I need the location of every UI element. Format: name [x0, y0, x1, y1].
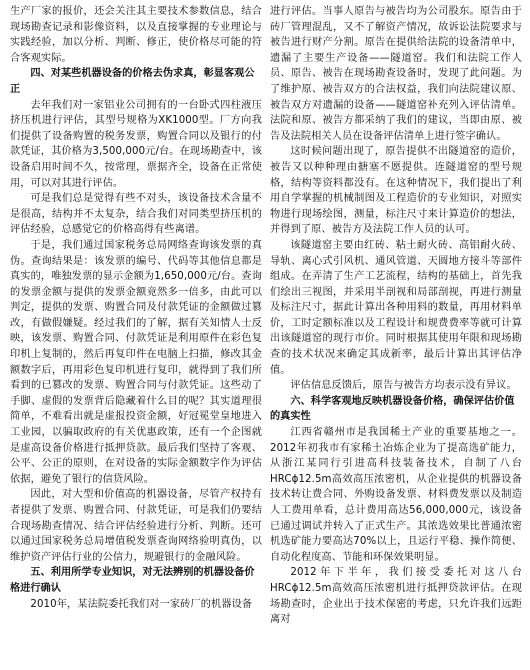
paragraph: 2012年下半年，我们接受委托对这八台HRCϕ12.5m高效高压浓密机进行抵押贷款评估。在现场勘查时，企业出于技术保密的考虑，只允许我们远距离对: [270, 567, 522, 626]
paragraph: 生产厂家的报价，还会关注其主要技术参数信息，结合现场勘查记录和影像资料，以及直接掌握的专业理论与实践经验，加以分析、判断、修正，使价格尽可能的符合客观实际。: [10, 6, 262, 64]
paragraph: 江西省赣州市是我国稀土产业的重要基地之一。2012年初我市有家稀土冶炼企业为了提高选矿能力，从浙江某同行引进高科技装备技术，自制了八台HRCϕ12.5m高效高压浓密机，从企业提供的机器设备技术转让费合同、外购设备发票、材料费发票以及制造人工费用单看，总计费用高达56,000,000元，该设备已通过调试并转入了正式生产。其浓选效果比普通浓密机选矿能力要高达70%以上，且运行平稳、操作简便、自动化程度高、节能和环保效果明显。: [270, 427, 522, 563]
left-column: [10, 4, 262, 670]
paragraph: 进行评估。当事人原告与被告均为公司股东。原告由于砖厂管理混乱，又不了解资产情况，故诉讼法院要求与被告进行财产分割。原告在提供给法院的设备清单中，遗漏了主要生产设备——隧道窑。我们和法院工作人员、原告、被告在现场勘查设备时，发现了此问题。为了维护原、被告双方的合法权益，我们向法院建议原、被告双方对遗漏的设备——隧道窑补充列入评估清单。法院和原、被告方都采纳了我们的建议，当即由原、被告及法院相关人员在设备评估清单上进行签字确认。: [270, 6, 522, 142]
paragraph: 评估信息反馈后，原告与被告方均表示没有异议。: [290, 380, 517, 392]
paragraph: 这时候问题出现了，原告提供不出隧道窑的造价，被告又以种种理由搪塞不愿提供。连隧道窑的型号规格，结构等资料都没有。在这种情况下，我们提出了利用自学掌握的机械制图及工程造价的专业知识，对照实物进行现场绘图，测量，标注尺寸来计算造价的想法，并得到了原、被告方及法院工作人员的认可。: [270, 146, 522, 236]
paragraph: 该隧道窑主要由红砖、粘土耐火砖、高铝耐火砖、导轨、离心式引风机、通风管道、天圆地方接斗等部件组成。在弄清了生产工艺流程，结构的基础上，首先我们绘出三视图，并采用半剖视和局部剖视，再进行测量及标注尺寸，据此计算出各种用料的数量，再用材料单价，工时定额标准以及工程设计和规费费率等就可计算出该隧道窑的现行市价。同时根据其使用年限和现场勘查的技术状况来确定其成新率，最后计算出其评估净值。: [270, 239, 522, 376]
section-heading-5: 五、利用所学专业知识，对无法辨别的机器设备价格进行确认: [10, 567, 255, 594]
right-column: [270, 4, 522, 670]
section-heading-4: 四、对某些机器设备的价格去伪求真，彰显客观公正: [10, 68, 255, 95]
paragraph: 因此，对大型和价值高的机器设备，尽管产权持有者提供了发票、购置合同、付款凭证，可是我们仍要结合现场勘查情况、结合评估经验进行分析、判断。还可以通过国家税务总局增值税发票查询网络验明真伪，以维护资产评估行业的公信力，规避银行的金融风险。: [10, 489, 262, 563]
paragraph: 于是，我们通过国家税务总局网络查询该发票的真伪。查询结果是：该发票的编号、代码等其他信息都是真实的，唯独发票的显示金额为1,650,000元/台。查询的发票金额与提供的发票金额竟然多一倍多，由此可以判定，提供的发票、购置合同及付款凭证的金额做过篡改，有做假嫌疑。经过我们的了解，据有关知情人士反映，该发票、购置合同、付款凭证是利用原件在彩色复印机上复制的，然后再复印件在电脑上扫描，修改其金额数字后，再用彩色复印机进行复印，就得到了我们所看到的已篡改的发票、购置合同与付款凭证。这些动了手脚、虚假的发票背后隐藏着什么目的呢？其实道理很简单，不难看出就是虚报投资金额，好冠冕堂皇地进入工业园，以骗取政府的有关优惠政策，还有一个企图就是虚高设备价格进行抵押贷款。最后我们坚持了客观、公平、公正的原则，在对设备的实际金额数字作为评估依据，避免了银行的信贷风险。: [10, 239, 262, 485]
section-heading-6: 六、科学客观地反映机器设备价格，确保评估价值的真实性: [270, 395, 515, 423]
paragraph: 可是我们总是觉得有些不对头，该设备技术含量不是很高，结构并不太复杂，结合我们对同类型挤压机的评估经验，总感觉它的价格高得有些离谱。: [10, 193, 262, 236]
paragraph: 去年我们对一家铝业公司拥有的一台卧式四柱液压挤压机进行评估，其型号规格为XK1000型。厂方向我们提供了设备购置的税务发票，购置合同以及银行的付款凭证，其价格为3,500,000元/台。在现场勘查中，该设备启用时间不久，按常理，票据齐全，设备在正常使用，可以对其进行评估。: [10, 99, 262, 189]
paragraph: 2010年，某法院委托我们对一家砖厂的机器设备: [30, 598, 253, 610]
